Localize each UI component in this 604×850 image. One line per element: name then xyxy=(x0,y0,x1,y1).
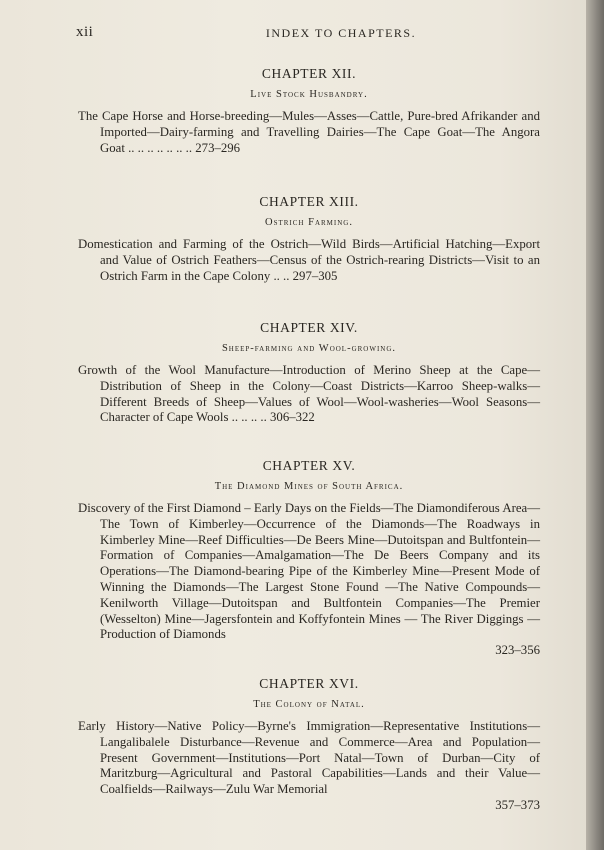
chapter-title: CHAPTER XVI. xyxy=(259,676,359,691)
chapter-description: Discovery of the First Diamond – Early Days on the Fields—The Diamondiferous Area—The Town of Kimberley—Occurrence of the Diamonds—The Roadways in Kimberley Mine—Reef Difficulties—De Beers Mine—Dutoitspan and Bultfontein—Formation of Companies—Amalgamation—The De Beers Company and its Operations—The Diamond-bearing Pipe of the Kimberley Mine—Present Mode of Winning the Diamonds—The Largest Stone Found —The Native Compounds—Kenilworth Village—Dutoitspan and Bultfontein Companies—The Premier (Wesselton) Mine—Jagersfontein and Koffyfontein Mines — The River Diggings — Production of Diamonds xyxy=(78,501,540,642)
chapter-contents xyxy=(78,501,540,643)
chapter-14 xyxy=(78,320,540,426)
chapter-title: CHAPTER XV. xyxy=(262,458,356,473)
chapter-contents xyxy=(78,237,540,284)
page-number: xii xyxy=(76,24,94,40)
chapter-page-range: 297–305 xyxy=(292,268,338,283)
chapter-subtitle: Ostrich Farming. xyxy=(265,217,353,228)
chapter-description: Growth of the Wool Manufacture—Introduction of Merino Sheep at the Cape—Distribution of Sheep in the Colony—Coast Districts—Karroo Sheep-walks—Different Breeds of Sheep—Values of Wool—Wool-washeries—Wool Seasons—Character of Cape Wools .. .. .. .. xyxy=(78,363,540,425)
chapter-page-range: 273–296 xyxy=(195,140,241,155)
chapter-12 xyxy=(78,66,540,156)
chapter-title: CHAPTER XIV. xyxy=(260,320,358,335)
running-head-title: INDEX TO CHAPTERS. xyxy=(265,26,417,40)
chapter-subtitle: Sheep-farming and Wool-growing. xyxy=(221,343,397,354)
page-edge xyxy=(586,0,604,850)
chapter-description: Early History—Native Policy—Byrne's Immigration—Representative Institutions—Langalibalele Disturbance—Revenue and Commerce—Area and Population—Present Government—Institutions—Port Natal—Town of Durban—City of Maritzburg—Agricultural and Pastoral Capabilities—Lands and their Value—Coalfields—Railways—Zulu War Memorial xyxy=(78,719,540,797)
chapter-description: The Cape Horse and Horse-breeding—Mules—Asses—Cattle, Pure-bred Afrikander and Imported—Dairy-farming and Travelling Dairies—The Cape Goat—The Angora Goat .. .. .. .. .. .. .. xyxy=(78,109,540,155)
chapter-title: CHAPTER XII. xyxy=(261,66,357,81)
chapter-page-range: 323–356 xyxy=(495,643,540,658)
chapter-contents xyxy=(78,109,540,156)
chapter-description: Domestication and Farming of the Ostrich—Wild Birds—Artificial Hatching—Export and Value of Ostrich Feathers—Census of the Ostrich-rearing Districts—Visit to an Ostrich Farm in the Cape Colony .. .. xyxy=(78,237,540,283)
chapter-subtitle: The Colony of Natal. xyxy=(253,699,365,710)
chapter-page-range: 306–322 xyxy=(270,410,315,425)
chapter-title: CHAPTER XIII. xyxy=(259,194,359,209)
chapter-13 xyxy=(78,194,540,284)
chapter-contents xyxy=(78,719,540,798)
chapter-16 xyxy=(78,676,540,814)
chapter-page-range: 357–373 xyxy=(495,797,540,812)
chapter-15 xyxy=(78,458,540,659)
chapter-subtitle: Live Stock Husbandry. xyxy=(250,89,368,100)
chapter-contents xyxy=(78,363,540,426)
chapter-subtitle: The Diamond Mines of South Africa. xyxy=(214,481,404,492)
running-head xyxy=(76,24,546,44)
